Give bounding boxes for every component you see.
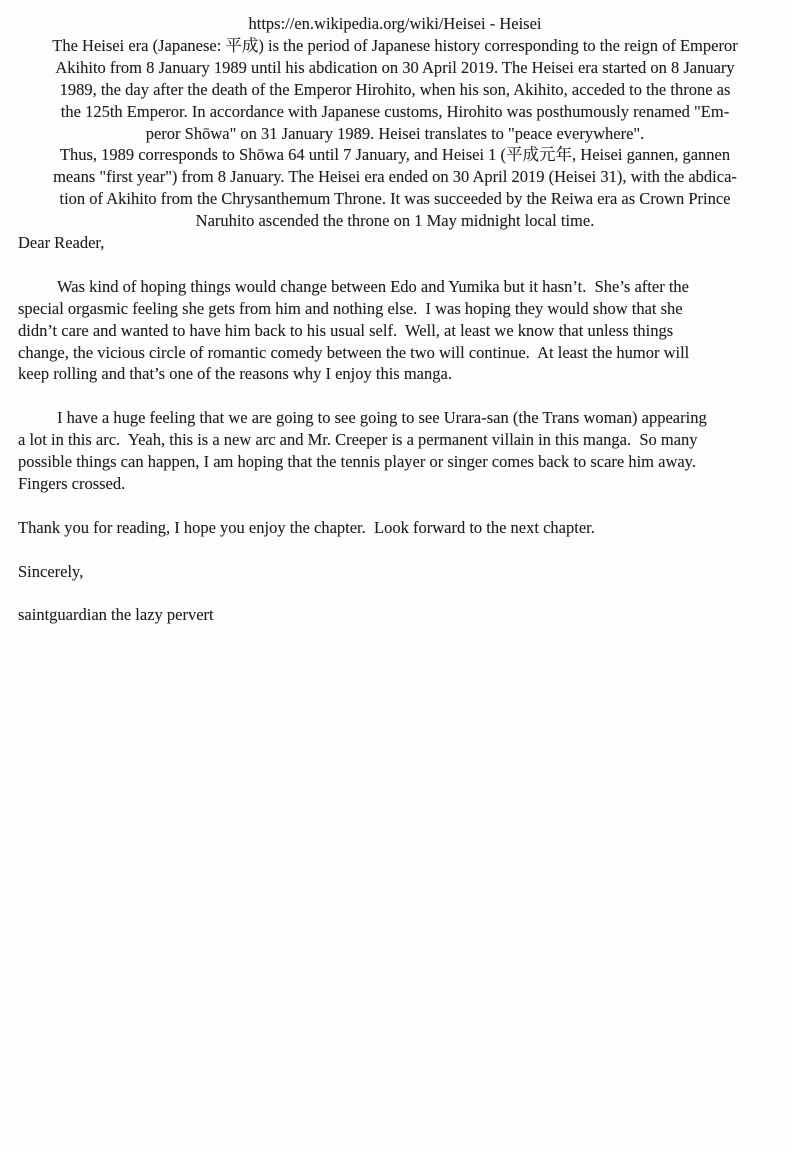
text-line: keep rolling and that’s one of the reasons why I enjoy this manga. [18, 364, 452, 384]
text-line: didn’t care and wanted to have him back to his usual self. Well, at least we know that unless things [18, 320, 674, 340]
blank-line [18, 539, 772, 561]
text-line: Thus, 1989 corresponds to Shōwa 64 until 7 January, and Heisei 1 (平成元年, Heisei gannen, gannen [59, 145, 731, 165]
letter-closing [18, 561, 772, 583]
text-line: the 125th Emperor. In accordance with Japanese customs, Hirohito was posthumously renamed "Em- [60, 101, 730, 121]
text-line: Dear Reader, [18, 233, 105, 253]
letter-thanks-line [18, 517, 772, 539]
letter-signature [18, 604, 772, 626]
text-line: I have a huge feeling that we are going to see going to see Urara-san (the Trans woman) appearing [57, 408, 707, 428]
text-line: means "first year") from 8 January. The Heisei era ended on 30 April 2019 (Heisei 31), with the abdica- [53, 167, 737, 187]
text-line: 1989, the day after the death of the Emperor Hirohito, when his son, Akihito, acceded to the throne as [59, 79, 731, 99]
text-line: possible things can happen, I am hoping that the tennis player or singer comes back to scare him away. [18, 452, 696, 472]
text-line: peror Shōwa" on 31 January 1989. Heisei translates to "peace everywhere". [145, 123, 645, 143]
blank-line [18, 385, 772, 407]
letter-paragraph-2 [18, 407, 772, 495]
text-line: https://en.wikipedia.org/wiki/Heisei - Heisei [248, 14, 542, 33]
wiki-excerpt-paragraph-2 [18, 144, 772, 232]
text-line: tion of Akihito from the Chrysanthemum Throne. It was succeeded by the Reiwa era as Crown Prince [59, 189, 731, 209]
wiki-excerpt-paragraph-1 [18, 35, 772, 145]
text-line: Naruhito ascended the throne on 1 May midnight local time. [195, 211, 595, 231]
letter-salutation [18, 232, 772, 254]
text-line: change, the vicious circle of romantic comedy between the two will continue. At least the humor will [18, 342, 690, 362]
text-line: Thank you for reading, I hope you enjoy the chapter. Look forward to the next chapter. [18, 517, 595, 537]
blank-line [18, 583, 772, 605]
blank-line [18, 495, 772, 517]
text-line: Akihito from 8 January 1989 until his abdication on 30 April 2019. The Heisei era started on 8 January [55, 57, 735, 77]
letter-paragraph-1 [18, 276, 772, 386]
text-line: The Heisei era (Japanese: 平成) is the period of Japanese history corresponding to the reign of Emperor [52, 35, 738, 55]
text-line: Fingers crossed. [18, 474, 126, 493]
text-line: Sincerely, [18, 561, 84, 581]
blank-line [18, 254, 772, 276]
text-line: special orgasmic feeling she gets from him and nothing else. I was hoping they would show that she [18, 298, 683, 318]
source-url-line [18, 13, 772, 35]
text-line: Was kind of hoping things would change between Edo and Yumika but it hasn’t. She’s after the [57, 276, 689, 296]
text-line: a lot in this arc. Yeah, this is a new arc and Mr. Creeper is a permanent villain in this manga. So many [18, 430, 698, 450]
text-line: saintguardian the lazy pervert [18, 605, 214, 625]
